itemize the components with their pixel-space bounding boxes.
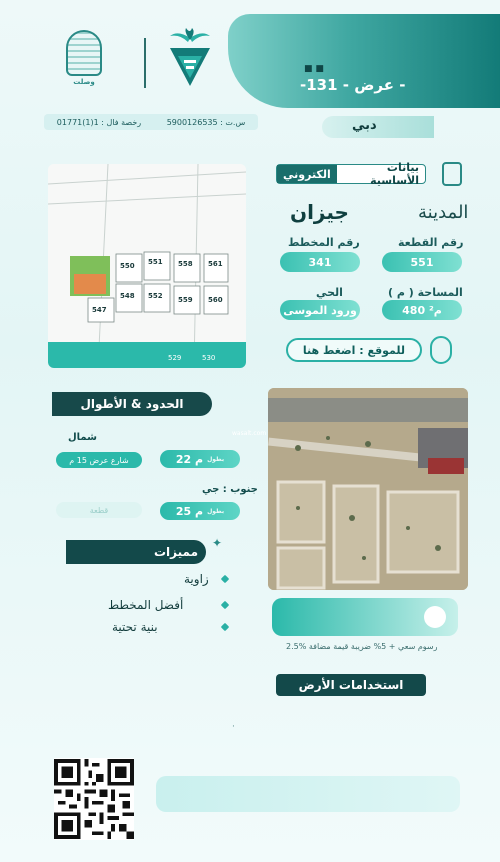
svg-text:550: 550 <box>120 262 135 270</box>
svg-text:561: 561 <box>208 260 223 268</box>
svg-text:529: 529 <box>168 354 182 362</box>
area-label: المساحة ( م ) <box>388 286 463 299</box>
feature-item: زاوية <box>184 572 209 586</box>
feature-bullet-icon <box>221 623 229 631</box>
ribbon-icons: ■ ■ <box>304 64 324 74</box>
feature-bullet-icon <box>221 601 229 609</box>
district-label: الحي <box>316 286 343 299</box>
district-value: ورود الموسى <box>280 300 360 320</box>
satellite-watermark: wasalt.com <box>232 430 267 437</box>
land-use-title: استخدامات الأرض <box>276 674 426 696</box>
satellite-image[interactable] <box>268 388 468 590</box>
svg-text:548: 548 <box>120 292 135 300</box>
south-length-prefix: بطول <box>207 507 225 515</box>
south-label: جنوب : جي <box>202 484 258 495</box>
svg-text:547: 547 <box>92 306 107 314</box>
fal-license: رخصة فال : 1(1)01771 <box>56 117 142 127</box>
plot-map[interactable] <box>48 164 246 368</box>
plan-number-label: رقم المخطط <box>288 236 360 249</box>
sub-tab-label: دبي <box>352 118 377 133</box>
svg-text:530: 530 <box>202 354 216 362</box>
city-label: المدينة <box>418 202 469 223</box>
feature-bullet-icon <box>221 575 229 583</box>
header-divider <box>144 38 146 88</box>
south-length <box>160 502 240 520</box>
palm-logo-icon <box>164 28 216 90</box>
feature-item: أفضل المخطط <box>108 598 184 612</box>
north-length <box>160 450 240 468</box>
svg-text:559: 559 <box>178 296 193 304</box>
plot-number-value: 551 <box>382 252 462 272</box>
svg-text:551: 551 <box>148 258 163 266</box>
listing-title: -عرض - 131 - <box>300 76 406 94</box>
plot-map-drawing <box>48 164 246 368</box>
commercial-reg: س.ت : 5900126535 <box>166 117 246 127</box>
svg-text:560: 560 <box>208 296 223 304</box>
separator-dots: · <box>232 722 235 732</box>
feature-item: بنية تحتية <box>112 620 158 634</box>
basic-info-badge <box>276 161 426 187</box>
footer-bar <box>156 776 460 812</box>
info-card-icon <box>442 162 462 186</box>
satellite-drawing <box>268 388 468 590</box>
north-length-value: 22 م <box>175 452 204 466</box>
tower-logo-icon <box>66 30 102 76</box>
svg-text:552: 552 <box>148 292 163 300</box>
basic-info-title: بيانات الأساسية <box>370 161 419 187</box>
location-link-button[interactable]: للموقع : اضغط هنا <box>286 338 422 362</box>
features-title: مميزات <box>66 540 206 564</box>
boundaries-title: الحدود & الأطوال <box>52 392 212 416</box>
sub-tab[interactable] <box>322 116 434 138</box>
basic-info-type: الكتروني <box>277 165 337 183</box>
plot-number-label: رقم القطعة <box>398 236 464 249</box>
sparkle-icon: ✦ <box>212 536 223 550</box>
north-neighbor: شارع عرض 15 م <box>56 452 142 468</box>
south-length-value: 25 م <box>175 504 204 518</box>
logo-label: وصلت <box>73 78 95 86</box>
price-note: 2.5% رسوم سعي + 5% ضريبة قيمة مضافة <box>286 642 438 651</box>
location-pin-icon[interactable] <box>430 336 452 364</box>
city-value: جيزان <box>290 200 349 224</box>
price-badge-icon <box>424 606 446 628</box>
license-bar <box>44 114 258 130</box>
qr-code-icon[interactable] <box>54 758 134 840</box>
south-neighbor: قطعة <box>56 502 142 518</box>
plan-number-value: 341 <box>280 252 360 272</box>
north-label: شمال <box>68 432 97 443</box>
north-length-prefix: بطول <box>207 455 225 463</box>
area-value: 480 م² <box>382 300 462 320</box>
svg-text:558: 558 <box>178 260 193 268</box>
